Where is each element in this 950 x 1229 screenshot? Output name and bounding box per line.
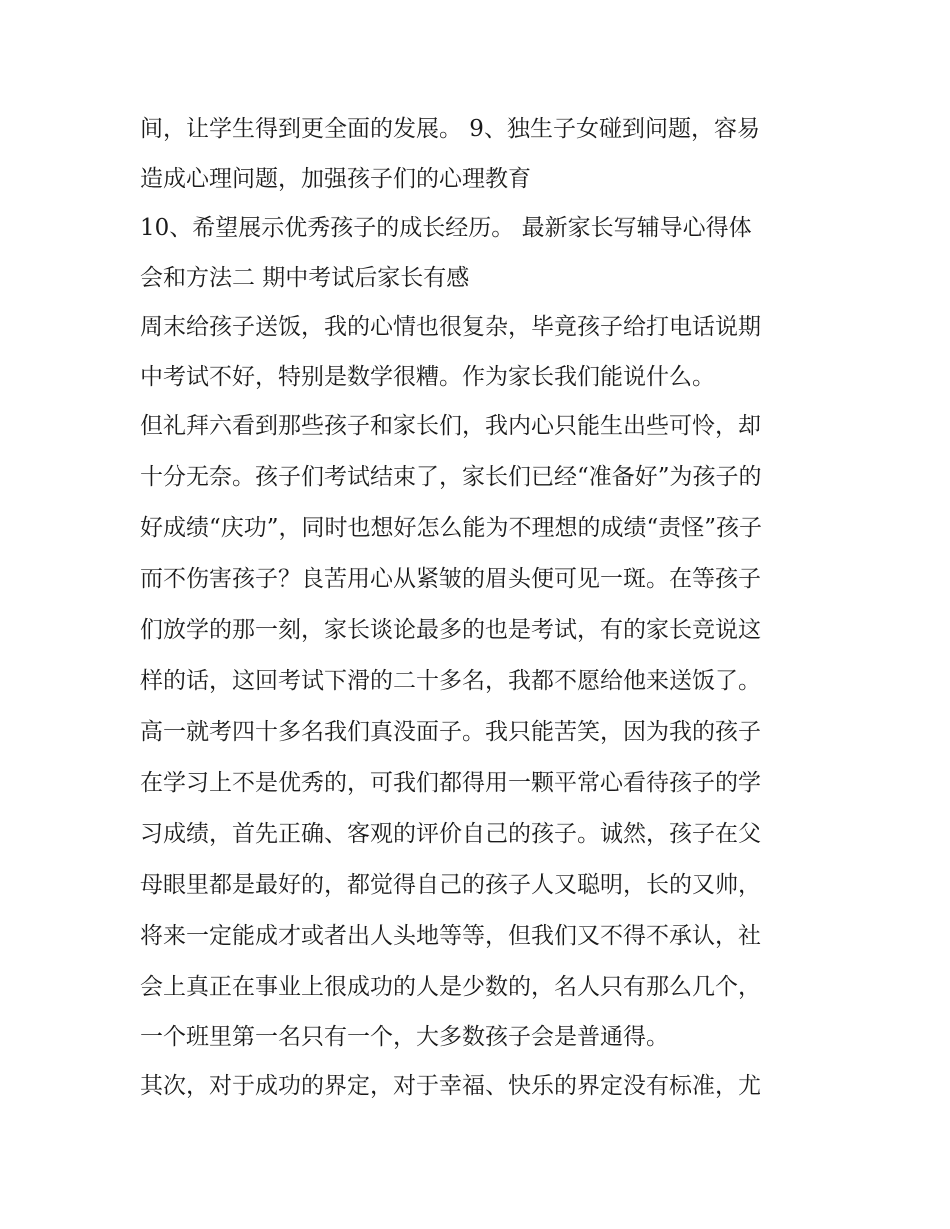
text-line: 一个班里第一名只有一个，大多数孩子会是普通得。 <box>140 1024 669 1050</box>
text-line: 十分无奈。孩子们考试结束了，家长们已经“准备好”为孩子的 <box>140 464 762 490</box>
text-line: 周末给孩子送饭，我的心情也很复杂，毕竟孩子给打电话说期 <box>140 314 761 340</box>
text-line: 而不伤害孩子？良苦用心从紧皱的眉头便可见一斑。在等孩子 <box>140 566 761 592</box>
document-body <box>140 104 840 1112</box>
text-line: 中考试不好，特别是数学很糟。作为家长我们能说什么。 <box>140 364 715 390</box>
text-line: 样的话，这回考试下滑的二十多名，我都不愿给他来送饭了。 <box>140 668 761 694</box>
text-line: 们放学的那一刻，家长谈论最多的也是考试，有的家长竞说这 <box>140 617 761 643</box>
text-line: 将来一定能成才或者出人头地等等，但我们又不得不承认，社 <box>140 923 761 949</box>
text-line: 母眼里都是最好的，都觉得自己的孩子人又聪明，长的又帅， <box>140 872 761 898</box>
text-line: 其次，对于成功的界定，对于幸福、快乐的界定没有标准，尤 <box>140 1073 761 1099</box>
text-line: 好成绩“庆功”，同时也想好怎么能为不理想的成绩“责怪”孩子 <box>140 515 763 541</box>
text-line: 高一就考四十多名我们真没面子。我只能苦笑，因为我的孩子 <box>140 719 761 745</box>
text-line: 但礼拜六看到那些孩子和家长们，我内心只能生出些可怜，却 <box>140 413 761 439</box>
text-line: 习成绩，首先正确、客观的评价自己的孩子。诚然，孩子在父 <box>140 821 761 847</box>
text-line: 在学习上不是优秀的，可我们都得用一颗平常心看待孩子的学 <box>140 770 761 796</box>
text-line: 10、希望展示优秀孩子的成长经历。 最新家长写辅导心得体 <box>140 215 752 241</box>
text-line: 间，让学生得到更全面的发展。 9、独生子女碰到问题，容易 <box>140 116 760 142</box>
text-line: 造成心理问题，加强孩子们的心理教育 <box>140 166 531 192</box>
text-line: 会上真正在事业上很成功的人是少数的，名人只有那么几个， <box>140 974 761 1000</box>
text-line: 会和方法二 期中考试后家长有感 <box>140 265 470 291</box>
